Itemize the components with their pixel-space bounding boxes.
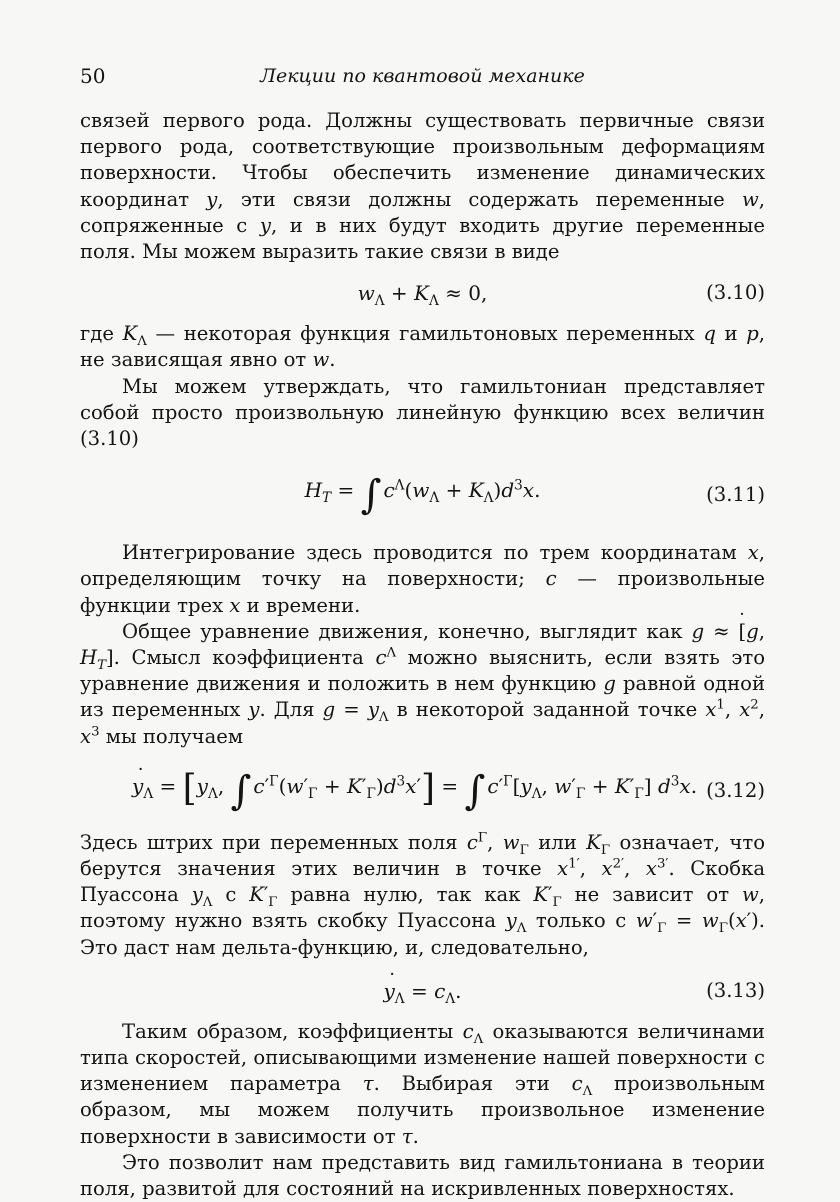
paragraph-7: Таким образом, коэффициенты $c_\Lambda$ оказываются величинами типа скоростей, описывающими изменение нашей поверхности с изменением параметра τ. Выбирая эти $c_\Lambda$ произвольным образом, мы можем получить произвольное изменение поверхности в зависимости от τ.: [80, 1019, 765, 1148]
equation-3-11: [80, 460, 765, 530]
equation-number: (3.11): [706, 483, 765, 507]
equation-3-12: [80, 756, 765, 826]
paragraph-1: связей первого рода. Должны существовать первичные связи первого рода, соответствующие произвольным деформациям поверхности. Чтобы обеспечить изменение динамических координат y, эти связи должны содержать переменные w, сопряженные с y, и в них будут входить другие переменные поля. Мы можем выразить такие связи в виде: [80, 109, 765, 264]
paragraph-4: Интегрирование здесь проводится по трем координатам x, определяющим точку на поверхности; c — произвольные функции трех x и времени.: [80, 541, 766, 617]
equation-number: (3.12): [706, 778, 765, 802]
formula-3-10: $w_\Lambda + K_\Lambda \approx 0$,: [357, 281, 488, 310]
running-title: Лекции по квантовой механике: [260, 65, 585, 87]
paragraph-3: Мы можем утверждать, что гамильтониан представляет собой просто произвольную линейную функцию всех величин (3.10): [80, 374, 765, 451]
equation-number: (3.13): [706, 978, 765, 1002]
paragraph-5: Общее уравнение движения, конечно, выглядит как ˙ g ≈ [g, $H_T$]. Смысл коэффициента $c^\Lambda$ можно выяснить, если взять это уравнение движения и положить в нем функцию g равной одной из переменных y. Для $g = y_\Lambda$ в некоторой заданной точке $x^1$, $x^2$, $x^3$ мы получаем: [80, 619, 765, 750]
equation-3-10: [80, 269, 765, 317]
formula-3-13: ˙ $y_\Lambda = c_\Lambda$.: [383, 978, 461, 1004]
paragraph-2: где $K_\Lambda$ — некоторая функция гамильтоновых переменных q и p, не зависящая явно от w.: [80, 322, 765, 372]
page-header: [80, 64, 765, 92]
equation-3-13: [80, 967, 765, 1015]
equation-number: (3.10): [706, 281, 765, 305]
paragraph-6: Здесь штрих при переменных поля $c^\Gamma$, $w_\Gamma$ или $K_\Gamma$ означает, что берутся значения этих величин в точке $x^{1'}$, $x^{2'}$, $x^{3'}$. Скобка Пуассона $y_\Lambda$ с $K'_\Gamma$ равна нулю, так как $K'_\Gamma$ не зависит от w, поэтому нужно взять скобку Пуассона $y_\Lambda$ только с $w'_\Gamma = w_\Gamma(x')$. Это даст нам дельта-функцию, и, следовательно,: [80, 830, 766, 959]
formula-3-11: $H_T$ = ∫ $c^\Lambda(w_\Lambda + K_\Lambda)d^3x$.: [304, 472, 541, 519]
main-text: [80, 108, 765, 1202]
page-number: 50: [80, 64, 106, 88]
paragraph-8: Это позволит нам представить вид гамильтониана в теории поля, развитой для состояний на искривленных поверхностях.: [80, 1150, 765, 1201]
formula-3-12: ˙ $y_\Lambda = [y_\Lambda$, ∫ $c'^\Gamma(w'_\Gamma + K'_\Gamma)d^3x'$] = ∫ $c'^\Gamma[y_\Lambda$, $w'_\Gamma + K'_\Gamma$] $d^3x$.: [132, 771, 697, 811]
